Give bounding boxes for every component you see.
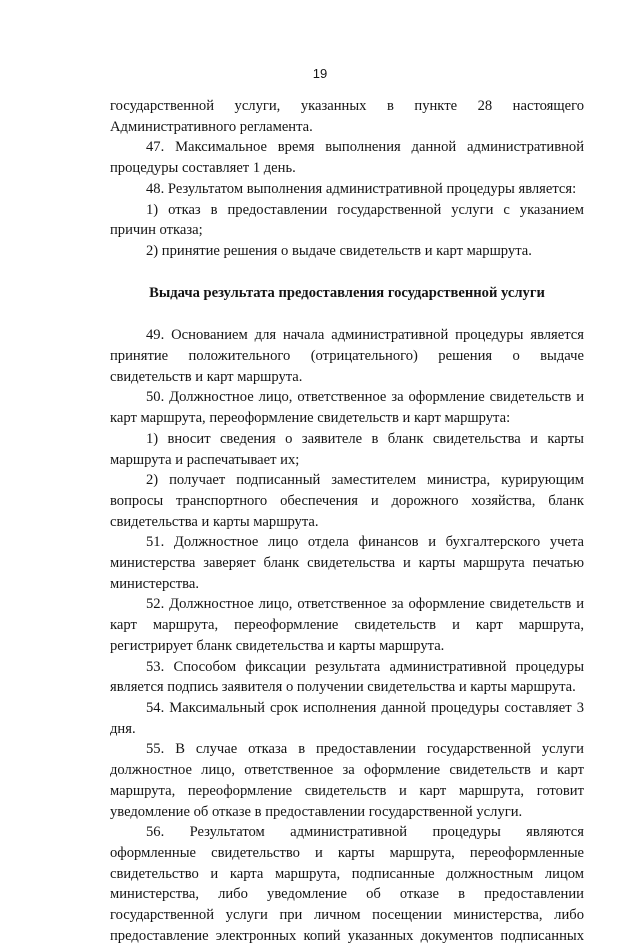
paragraph-50-item-1: 1) вносит сведения о заявителе в бланк свидетельства и карты маршрута и распечатывает их; bbox=[110, 430, 584, 468]
paragraph-48-item-2: 2) принятие решения о выдаче свидетельств и карт маршрута. bbox=[146, 242, 532, 259]
paragraph-47: 47. Максимальное время выполнения данной административной процедуры составляет 1 день. bbox=[110, 139, 584, 177]
paragraph-55: 55. В случае отказа в предоставлении государственной услуги должностное лицо, ответственное за оформление свидетельств и карт маршрута, переоформление свидетельств и карт маршрута, готовит уведомление об отказе в предоставлении государственной услуги. bbox=[110, 741, 584, 820]
paragraph-56: 56. Результатом административной процедуры являются оформленные свидетельство и карты маршрута, переоформленные свидетельство и карта маршрута, подписанные должностным лицом министерства, либо уведомление об отказе в предоставлении государственной услуги при личном посещении министерства, либо предоставление электронных копий указанных документов подписанных bbox=[110, 824, 584, 944]
paragraph-50-item-2: 2) получает подписанный заместителем министра, курирующим вопросы транспортного обеспечения и дорожного хозяйства, бланк свидетельства и карты маршрута. bbox=[110, 472, 584, 530]
paragraph-48: 48. Результатом выполнения административной процедуры является: bbox=[146, 180, 577, 197]
paragraph-51: 51. Должностное лицо отдела финансов и бухгалтерского учета министерства заверяет бланк свидетельства и карты маршрута печатью министерства. bbox=[110, 534, 584, 592]
paragraph-53: 53. Способом фиксации результата административной процедуры является подпись заявителя о получении свидетельства и карты маршрута. bbox=[110, 658, 584, 696]
paragraph-49: 49. Основанием для начала административной процедуры является принятие положительного (отрицательного) решения о выдаче свидетельств и карт маршрута. bbox=[110, 327, 584, 385]
section-heading: Выдача результата предоставления государственной услуги bbox=[149, 284, 545, 301]
paragraph-50: 50. Должностное лицо, ответственное за оформление свидетельств и карт маршрута, переоформление свидетельств и карт маршрута: bbox=[110, 389, 584, 427]
document-body bbox=[110, 96, 584, 946]
paragraph-continuation: государственной услуги, указанных в пункте 28 настоящего Административного регламента. bbox=[110, 98, 584, 135]
paragraph-52: 52. Должностное лицо, ответственное за оформление свидетельств и карт маршрута, переоформление свидетельств и карт маршрута, регистрирует бланк свидетельства и карты маршрута. bbox=[110, 596, 584, 654]
paragraph-48-item-1: 1) отказ в предоставлении государственной услуги с указанием причин отказа; bbox=[110, 201, 584, 239]
page-number: 19 bbox=[312, 66, 328, 81]
paragraph-54: 54. Максимальный срок исполнения данной процедуры составляет 3 дня. bbox=[110, 699, 584, 737]
